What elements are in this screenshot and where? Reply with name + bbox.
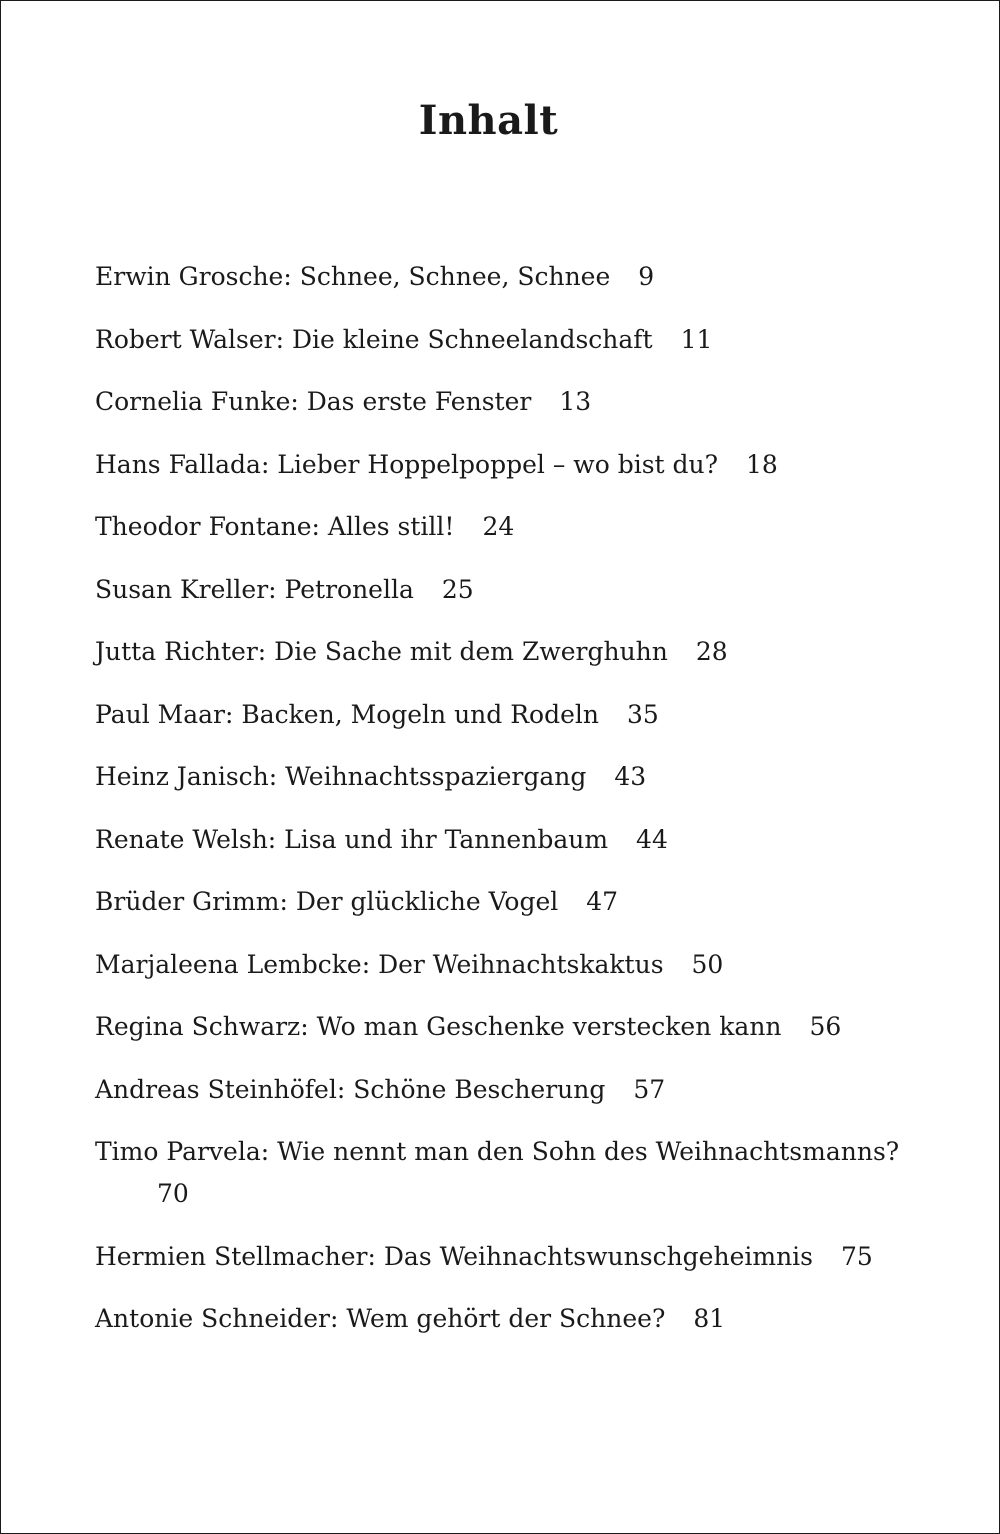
toc-entry: [95, 506, 955, 548]
toc-entry: [95, 756, 955, 798]
toc-entry-page: 57: [633, 1074, 666, 1104]
toc-entry-page: 13: [559, 387, 592, 416]
toc-entry: [95, 1006, 955, 1048]
toc-entry-title: Antonie Schneider: Wem gehört der Schnee?: [95, 1304, 666, 1333]
toc-entry-title: Jutta Richter: Die Sache mit dem Zwerghuhn: [95, 637, 668, 666]
toc-entry: [95, 256, 955, 298]
toc-entry-title: Robert Walser: Die kleine Schneelandschaft: [95, 324, 653, 354]
toc-entry-title: Brüder Grimm: Der glückliche Vogel: [95, 887, 559, 916]
toc-entry-title: Hans Fallada: Lieber Hoppelpoppel – wo bist du?: [95, 449, 719, 479]
toc-entry: [95, 444, 955, 486]
toc-entry: [95, 1069, 955, 1111]
page-title: Inhalt: [418, 97, 559, 144]
toc-entry-page: 28: [695, 637, 728, 666]
toc-entry: [95, 381, 955, 423]
toc-entry: [95, 1298, 955, 1340]
toc-entry-page: 56: [809, 1012, 842, 1041]
toc-entry: [95, 881, 955, 923]
toc-entry-page: 43: [614, 762, 647, 791]
toc-entry-page: 25: [441, 574, 474, 604]
toc-entry-title: Heinz Janisch: Weihnachtsspaziergang: [95, 762, 587, 791]
toc-entry: [95, 631, 955, 673]
toc-entry-page: 44: [636, 824, 668, 854]
toc-entry: [95, 569, 955, 611]
table-of-contents: [95, 256, 955, 1361]
toc-entry-title: Regina Schwarz: Wo man Geschenke verstecken kann: [95, 1012, 782, 1041]
toc-entry-title: Erwin Grosche: Schnee, Schnee, Schnee: [95, 262, 611, 291]
toc-entry-page: 35: [627, 699, 659, 729]
toc-entry-page: 81: [693, 1304, 726, 1333]
toc-entry-page: 75: [841, 1241, 873, 1271]
toc-entry: [95, 1236, 955, 1278]
toc-entry: [95, 1131, 955, 1215]
toc-entry: [95, 944, 955, 986]
toc-entry-page: 47: [586, 887, 619, 916]
toc-entry-page: 24: [482, 512, 515, 541]
toc-entry-page: 11: [680, 324, 713, 354]
toc-entry: [95, 319, 955, 361]
toc-entry-title: Susan Kreller: Petronella: [95, 574, 414, 604]
toc-entry-title: Marjaleena Lembcke: Der Weihnachtskaktus: [95, 949, 664, 979]
toc-entry-title: Paul Maar: Backen, Mogeln und Rodeln: [95, 699, 600, 729]
toc-entry-page: 9: [638, 262, 655, 291]
toc-entry-title: Timo Parvela: Wie nennt man den Sohn des Weihnachtsmanns?: [95, 1137, 900, 1166]
toc-entry-page: 70: [157, 1179, 189, 1208]
toc-entry-page: 50: [691, 949, 724, 979]
toc-entry-title: Theodor Fontane: Alles still!: [95, 512, 455, 541]
toc-entry-page: 18: [746, 449, 778, 479]
toc-entry: [95, 819, 955, 861]
toc-entry: [95, 694, 955, 736]
toc-entry-title: Cornelia Funke: Das erste Fenster: [95, 387, 532, 416]
toc-entry-title: Hermien Stellmacher: Das Weihnachtswunschgeheimnis: [95, 1241, 813, 1271]
toc-entry-title: Renate Welsh: Lisa und ihr Tannenbaum: [95, 824, 609, 854]
toc-entry-title: Andreas Steinhöfel: Schöne Bescherung: [95, 1074, 606, 1104]
